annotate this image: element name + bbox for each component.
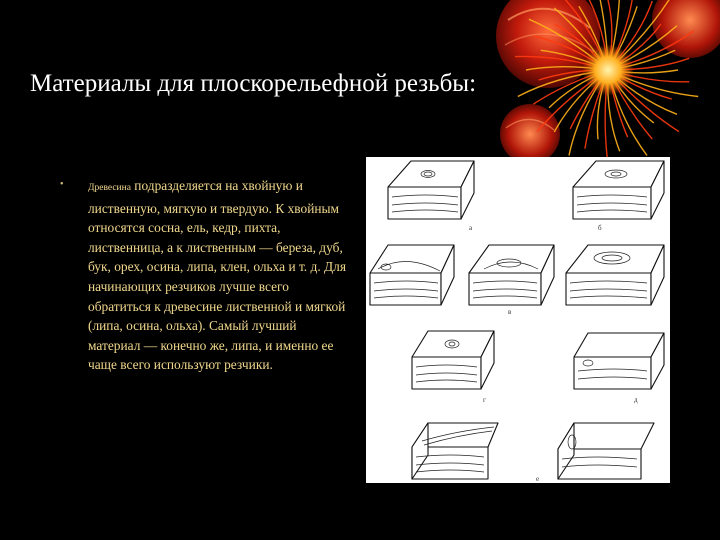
block-e1 bbox=[412, 423, 498, 479]
figure-label-a: а bbox=[469, 224, 473, 232]
red-ball-small bbox=[500, 104, 560, 164]
figure-label-g: г bbox=[483, 396, 486, 404]
figure-label-d: д bbox=[634, 396, 638, 404]
block-v3 bbox=[566, 245, 664, 305]
block-g bbox=[412, 331, 494, 389]
figure-label-e: е bbox=[536, 475, 540, 483]
body-paragraph: подразделяется на хвойную и лиственную, мягкую и твердую. К хвойным относятся сосна, ель, кедр, пихта, лиственница, а к лиственным — береза, дуб, бук, орех, осина, липа, клен, ольха и т. д. Для начинающих резчиков лучше всего обратиться к древесине лиственной и мягкой (липа, осина, ольха). Самый лучший материал — конечно же, липа, и именно ее чаще всего используют резчики. bbox=[88, 178, 346, 373]
body-lead-word: Древесина bbox=[88, 183, 131, 193]
content-block bbox=[60, 176, 350, 375]
body-text bbox=[88, 176, 350, 375]
block-v1 bbox=[370, 245, 454, 305]
slide-title: Материалы для плоскорельефной резьбы: bbox=[30, 70, 477, 97]
figure-label-b: б bbox=[598, 224, 602, 232]
figure-label-v: в bbox=[508, 308, 512, 316]
block-d bbox=[574, 333, 664, 389]
block-e2 bbox=[558, 423, 654, 479]
block-a bbox=[388, 161, 474, 219]
firework-core bbox=[582, 44, 634, 96]
bullet-icon: • bbox=[60, 179, 64, 190]
block-b bbox=[573, 161, 664, 219]
block-v2 bbox=[469, 245, 554, 305]
wood-grain-figure bbox=[366, 157, 670, 483]
